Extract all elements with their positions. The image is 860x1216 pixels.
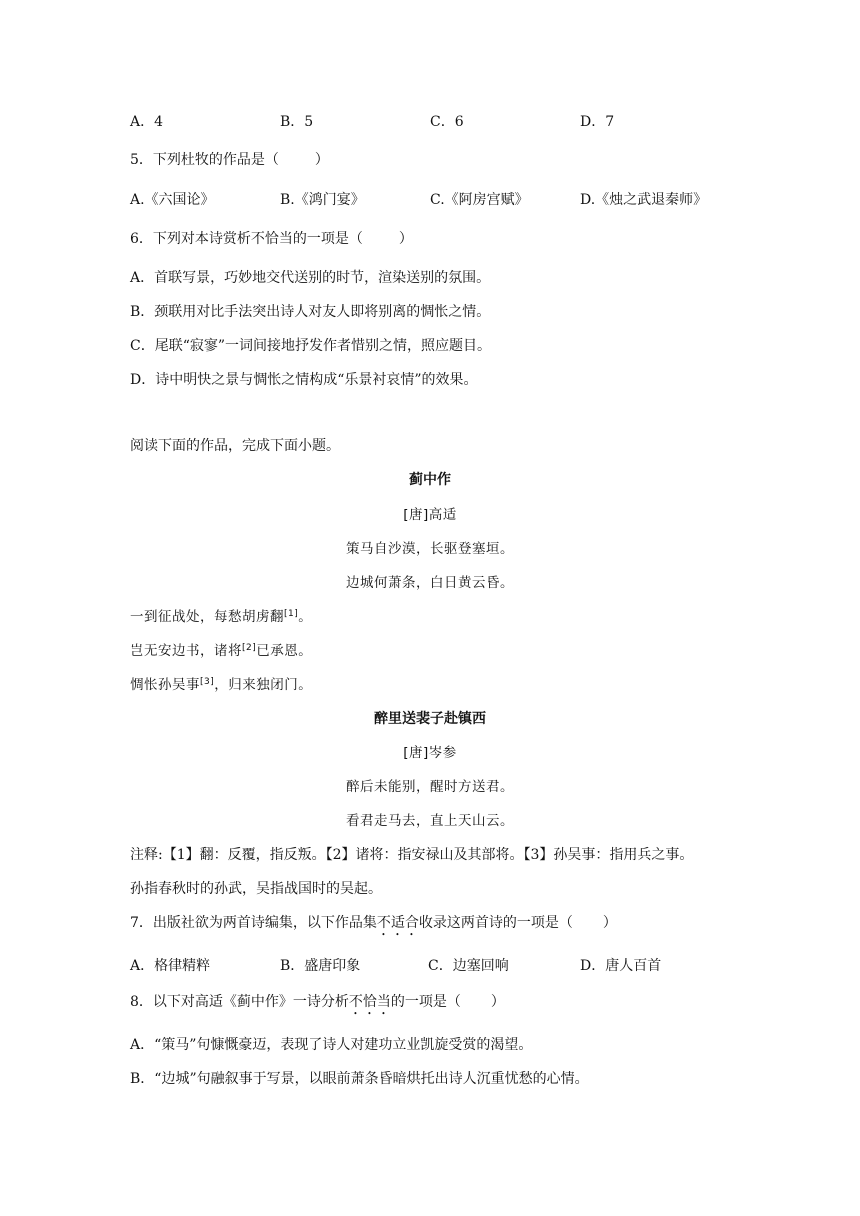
- poem2-line1: 醉后未能别，醒时方送君。: [346, 779, 514, 795]
- reading-intro: 阅读下面的作品，完成下面小题。: [130, 438, 340, 454]
- q8-option-b: B．“边城”句融叙事于写景，以眼前萧条昏暗烘托出诗人沉重忧愁的心情。: [130, 1071, 589, 1087]
- q5-option-c: C.《阿房宫赋》: [430, 192, 529, 208]
- q7-option-a: A．格律精粹: [130, 958, 211, 974]
- q5-stem-end: ）: [314, 152, 329, 168]
- q6-stem: [130, 229, 413, 249]
- notes-line2: 孙指春秋时的孙武，吴指战国时的吴起。: [130, 881, 382, 897]
- q7-option-d: D．唐人百首: [580, 958, 662, 974]
- poem1-line4: [130, 641, 312, 661]
- q8-stem-text-2: 的一项是（: [390, 994, 461, 1010]
- q6-stem-end: ）: [398, 231, 413, 247]
- q6-option-a: A．首联写景，巧妙地交代送别的时节，渲染送别的氛围。: [130, 270, 491, 286]
- q4-option-a: A．4: [130, 114, 164, 130]
- q5-option-d: D.《烛之武退秦师》: [580, 192, 708, 208]
- notes-line1: 注释:【1】翻：反覆，指反叛。【2】诸将：指安禄山及其部将。【3】孙吴事：指用兵之事。: [130, 847, 694, 863]
- q7-stem-end: ）: [602, 915, 617, 931]
- q8-stem-end: ）: [490, 994, 505, 1010]
- q5-option-a: A.《六国论》: [130, 192, 215, 208]
- poem1-line2: 边城何萧条，白日黄云昏。: [346, 575, 514, 591]
- q7-emphasis: 不适合: [376, 915, 419, 931]
- q6-option-c: C．尾联“寂寥”一词间接地抒发作者惜别之情，照应题目。: [130, 338, 492, 354]
- q5-option-b: B.《鸿门宴》: [280, 192, 365, 208]
- poem1-line5-end: ，归来独闭门。: [214, 677, 313, 693]
- q6-stem-text: 6．下列对本诗赏析不恰当的一项是（: [130, 231, 363, 247]
- poem1-line5: [130, 675, 312, 695]
- q4-option-b: B．5: [280, 114, 314, 130]
- poem1-line1: 策马自沙漠，长驱登塞垣。: [346, 541, 514, 557]
- q7-stem-text-2: 收录这两首诗的一项是（: [418, 915, 573, 931]
- q7-stem-text: 7．出版社欲为两首诗编集，以下作品集: [130, 915, 377, 931]
- q8-stem: [130, 992, 505, 1018]
- q7-stem: [130, 913, 617, 939]
- q6-option-d: D．诗中明快之景与惆怅之情构成“乐景衬哀情”的效果。: [130, 372, 478, 388]
- q5-stem: [130, 150, 329, 170]
- poem2-title: 醉里送裴子赴镇西: [374, 711, 486, 727]
- q8-option-a: A．“策马”句慷慨豪迈，表现了诗人对建功立业凯旋受赏的渴望。: [130, 1037, 533, 1053]
- poem1-line4-text: 岂无安边书，诸将: [130, 643, 242, 659]
- poem1-line3: [130, 607, 312, 627]
- poem1-line3-end: 。: [298, 609, 313, 625]
- q5-stem-text: 5．下列杜牧的作品是（: [130, 152, 279, 168]
- q6-option-b: B．颈联用对比手法突出诗人对友人即将别离的惆怅之情。: [130, 304, 491, 320]
- q8-stem-text: 8．以下对高适《蓟中作》一诗分析: [130, 994, 349, 1010]
- poem1-line5-text: 惆怅孙吴事: [130, 677, 200, 693]
- poem1-author: [唐]高适: [403, 507, 457, 523]
- poem1-title: 蓟中作: [409, 472, 451, 488]
- poem1-line3-text: 一到征战处，每愁胡虏翻: [130, 609, 284, 625]
- footnote-ref-3: [3]: [200, 677, 215, 687]
- poem2-line2: 看君走马去，直上天山云。: [346, 813, 514, 829]
- q8-emphasis: 不恰当: [348, 994, 391, 1010]
- q4-option-d: D．7: [580, 114, 615, 130]
- poem2-author: [唐]岑参: [403, 745, 457, 761]
- poem1-line4-end: 已承恩。: [256, 643, 313, 659]
- q7-option-c: C．边塞回响: [428, 958, 509, 974]
- q4-option-c: C．6: [430, 114, 464, 130]
- q7-option-b: B．盛唐印象: [280, 958, 361, 974]
- footnote-ref-1: [1]: [284, 609, 299, 619]
- footnote-ref-2: [2]: [242, 643, 257, 653]
